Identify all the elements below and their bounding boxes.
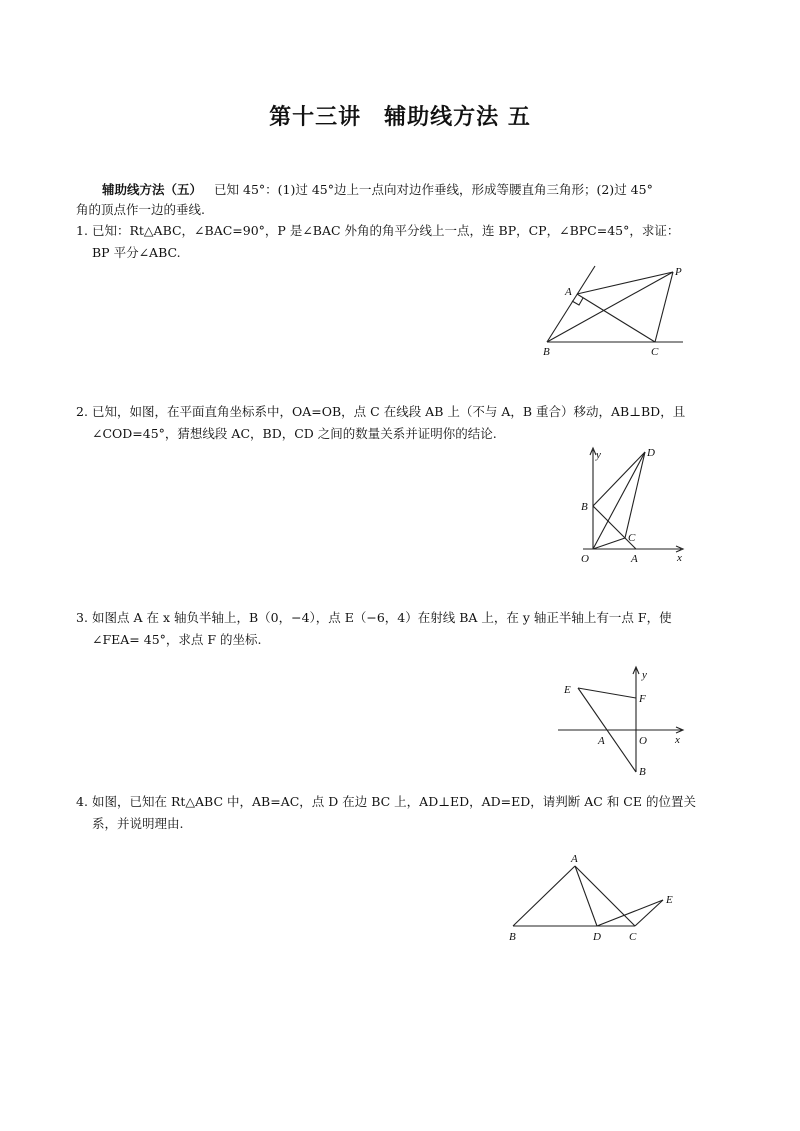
line-cd (625, 452, 645, 538)
intro-text-line1: 已知 45°：(1)过 45°边上一点向对边作垂线，形成等腰直角三角形；(2)过 45° (214, 182, 653, 197)
label-a: A (598, 735, 605, 747)
problem-text-line1: 已知：Rt△ABC，∠BAC=90°，P 是∠BAC 外角的角平分线上一点，连 BP，CP，∠BPC=45°，求证： (92, 223, 680, 238)
label-o: O (639, 735, 647, 747)
label-c: C (629, 931, 637, 943)
line-ad (575, 866, 597, 926)
problem-2 (76, 401, 726, 445)
line-od (593, 452, 645, 549)
line-ce (635, 900, 663, 926)
line-cp (655, 272, 673, 342)
figure-3 (558, 662, 688, 782)
label-o: O (581, 553, 589, 565)
problem-text-line1: 如图，已知在 Rt△ABC 中，AB=AC，点 D 在边 BC 上，AD⊥ED，AD=ED，请判断 AC 和 CE 的位置关 (92, 794, 696, 809)
label-d: D (647, 447, 655, 459)
line-de (597, 900, 663, 926)
label-f: F (639, 693, 646, 705)
problem-3 (76, 607, 726, 651)
line-ray-ba (547, 266, 595, 342)
label-y-axis: y (642, 669, 647, 681)
label-p: P (675, 266, 682, 278)
line-ac (577, 294, 655, 342)
label-x: x (675, 734, 680, 746)
line-ef (578, 688, 636, 698)
figure-2 (575, 444, 690, 569)
line-bp (547, 272, 673, 342)
label-b: B (543, 346, 550, 358)
problem-number: 1. (76, 223, 88, 238)
problem-text-line2: ∠COD=45°，猜想线段 AC，BD，CD 之间的数量关系并证明你的结论. (92, 426, 497, 441)
label-d: D (593, 931, 601, 943)
problem-text-line1: 已知，如图，在平面直角坐标系中，OA=OB，点 C 在线段 AB 上（不与 A，B 重合）移动，AB⊥BD，且 (92, 404, 686, 419)
problem-text-line1: 如图点 A 在 x 轴负半轴上，B（0，−4），点 E（−6，4）在射线 BA 上，在 y 轴正半轴上有一点 F，使 (92, 610, 672, 625)
intro-heading: 辅助线方法（五） (102, 182, 203, 197)
problem-text-line2: 系，并说明理由. (92, 816, 184, 831)
label-c: C (651, 346, 659, 358)
label-a: A (631, 553, 638, 565)
figure-4 (505, 850, 685, 945)
label-c: C (628, 532, 636, 544)
problem-number: 4. (76, 794, 88, 809)
problem-number: 3. (76, 610, 88, 625)
line-ab (513, 866, 575, 926)
label-b: B (581, 501, 588, 513)
problem-4 (76, 791, 726, 835)
line-ap (577, 272, 673, 294)
label-e: E (666, 894, 673, 906)
label-b: B (639, 766, 646, 778)
label-b: B (509, 931, 516, 943)
line-ac (575, 866, 635, 926)
problem-text-line2: ∠FEA= 45°，求点 F 的坐标. (92, 632, 262, 647)
problem-text-line2: BP 平分∠ABC. (92, 245, 181, 260)
problem-1 (76, 220, 726, 264)
label-y: y (596, 449, 601, 461)
problem-number: 2. (76, 404, 88, 419)
intro-text-line2: 角的顶点作一边的垂线. (76, 202, 205, 217)
label-a: A (571, 853, 578, 865)
label-x: x (677, 552, 682, 564)
page-title: 第十三讲 辅助线方法 五 (269, 105, 531, 130)
intro-paragraph (76, 180, 726, 220)
figure-1 (535, 262, 695, 362)
label-a: A (565, 286, 572, 298)
label-e: E (564, 684, 571, 696)
